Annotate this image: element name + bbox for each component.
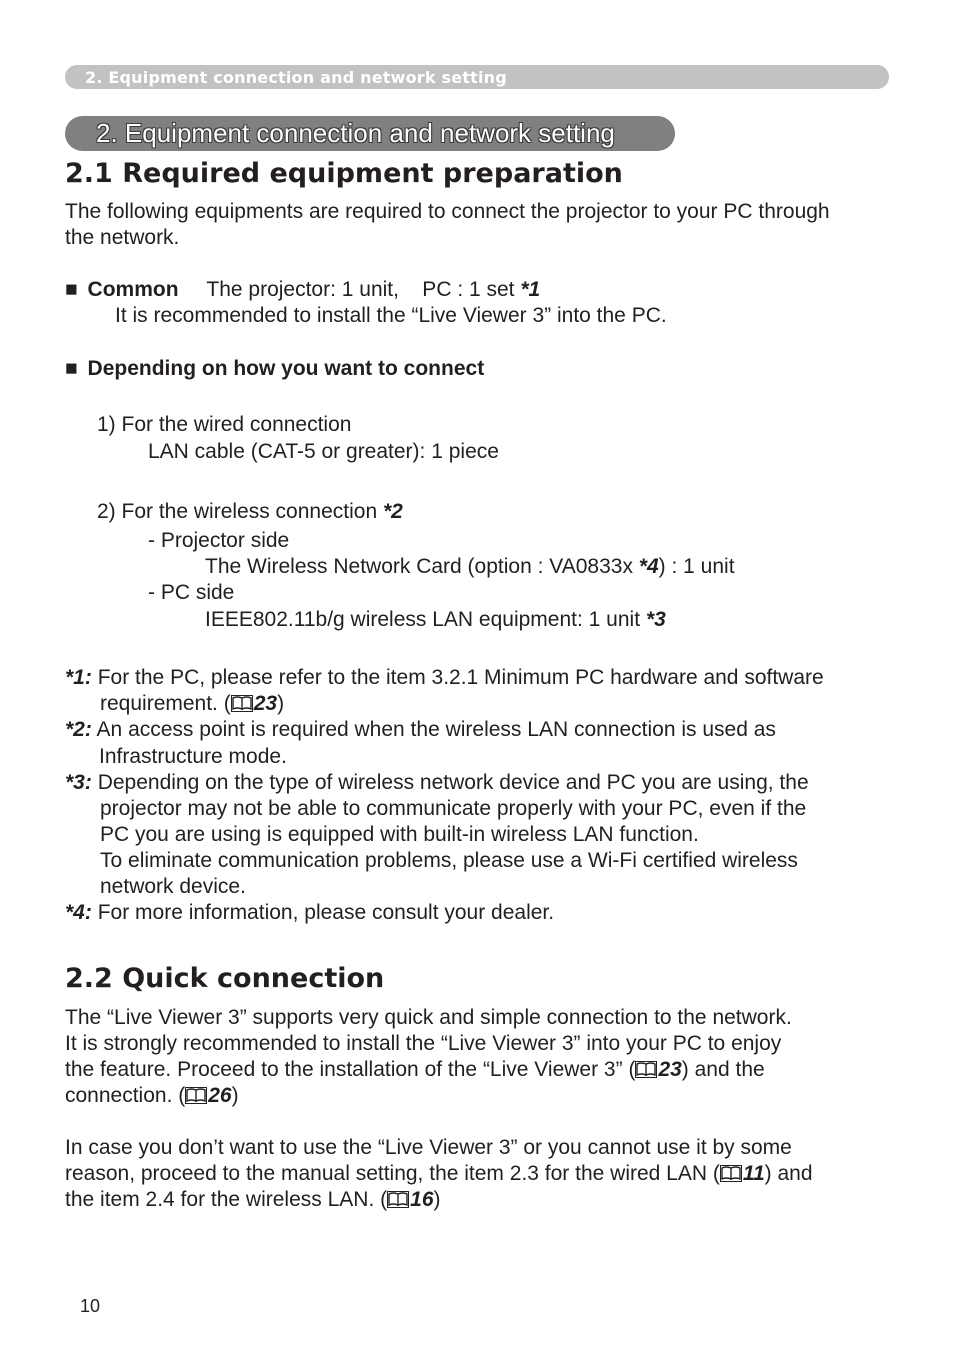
wired-title: 1) For the wired connection [97,413,352,436]
page-ref[interactable]: 26 [208,1084,232,1107]
footnote-3 [65,770,809,796]
pc-side: - PC side [148,581,235,604]
common-line-2: It is recommended to install the “Live Viewer 3” into the PC. [115,304,667,327]
quick-p2-line-2 [65,1161,813,1187]
bullet: ■ [65,357,78,380]
footnote-2-mark: *2: [65,718,92,741]
quick-p1-line-3-text: the feature. Proceed to the installation of the “Live Viewer 3” ( [65,1058,636,1081]
footnote-1-close: ) [277,692,285,715]
chapter-title-bar [65,116,675,151]
footnote-3-line-1: Depending on the type of wireless network device and PC you are using, the [97,771,809,794]
quick-p1-line-3-end: ) and the [681,1058,765,1081]
quick-p1-line-3 [65,1057,765,1083]
page-ref[interactable]: 16 [410,1188,434,1211]
footnote-1 [65,665,824,691]
bullet: ■ [65,278,78,301]
quick-p2-line-3-end: ) [433,1188,441,1211]
common-text: The projector: 1 unit, PC : 1 set [206,278,515,301]
quick-p2-line-1: In case you don’t want to use the “Live Viewer 3” or you cannot use it by some [65,1136,792,1159]
intro-line-2: the network. [65,226,180,249]
page-ref[interactable]: 23 [253,692,278,715]
footnote-2 [65,717,776,743]
common-note-ref: *1 [520,278,541,301]
footnote-3-line-2: projector may not be able to communicate properly with your PC, even if the [100,797,807,820]
page-ref[interactable]: 23 [658,1058,682,1081]
section-heading-2-2: 2.2 Quick connection [65,963,385,994]
book-icon [185,1087,207,1104]
running-header-title: 2. Equipment connection and network setting [85,68,507,87]
common-label: Common [87,278,179,301]
depending-row [65,356,484,382]
footnote-2-line-2: Infrastructure mode. [99,745,287,768]
book-icon [387,1191,409,1208]
chapter-title: 2. Equipment connection and network setting [96,118,615,148]
quick-p2-line-2-end: ) and [764,1162,813,1185]
footnote-1-line-2 [100,691,284,717]
footnote-1-mark: *1: [65,666,92,689]
pc-item: IEEE802.11b/g wireless LAN equipment: 1 unit [205,608,641,631]
book-icon [720,1165,742,1182]
section-heading-2-1: 2.1 Required equipment preparation [65,158,623,189]
book-icon [635,1061,657,1078]
quick-p1-line-4-end: ) [231,1084,239,1107]
footnote-1-line-1: For the PC, please refer to the item 3.2.1 Minimum PC hardware and software [97,666,824,689]
running-header-bar [65,65,889,89]
quick-p2-line-2-text: reason, proceed to the manual setting, the item 2.3 for the wired LAN ( [65,1162,720,1185]
footnote-1-text: requirement. ( [100,692,231,715]
projector-item-end: ) : 1 unit [658,555,735,578]
quick-p1-line-1: The “Live Viewer 3” supports very quick and simple connection to the network. [65,1006,792,1029]
wireless-title: 2) For the wireless connection [97,500,378,523]
pc-note-ref: *3 [645,608,666,631]
projector-note-ref: *4 [638,555,659,578]
intro-line-1: The following equipments are required to connect the projector to your PC through [65,200,830,223]
footnote-3-mark: *3: [65,771,92,794]
quick-p2-line-3 [65,1187,441,1213]
footnote-3-line-5: network device. [100,875,246,898]
book-icon [231,695,253,712]
depending-label: Depending on how you want to connect [87,357,485,380]
footnote-4 [65,900,554,926]
projector-item: The Wireless Network Card (option : VA0833x [205,555,633,578]
footnote-4-mark: *4: [65,901,92,924]
footnote-2-line-1: An access point is required when the wireless LAN connection is used as [96,718,776,741]
footnote-3-line-4: To eliminate communication problems, please use a Wi-Fi certified wireless [100,849,798,872]
quick-p1-line-4-text: connection. ( [65,1084,186,1107]
quick-p2-line-3-text: the item 2.4 for the wireless LAN. ( [65,1188,388,1211]
common-row [65,277,540,303]
footnote-3-line-3: PC you are using is equipped with built-in wireless LAN function. [100,823,699,846]
footnote-4-line-1: For more information, please consult your dealer. [97,901,555,924]
page-ref[interactable]: 11 [742,1162,765,1185]
projector-item-row [205,554,735,580]
projector-side: - Projector side [148,529,290,552]
quick-p1-line-2: It is strongly recommended to install the “Live Viewer 3” into your PC to enjoy [65,1032,782,1055]
pc-item-row [205,607,666,633]
wired-item: LAN cable (CAT-5 or greater): 1 piece [148,440,499,463]
wireless-note-ref: *2 [382,500,403,523]
page-number: 10 [80,1296,101,1316]
quick-p1-line-4 [65,1083,239,1109]
wireless-title-row [97,499,403,525]
